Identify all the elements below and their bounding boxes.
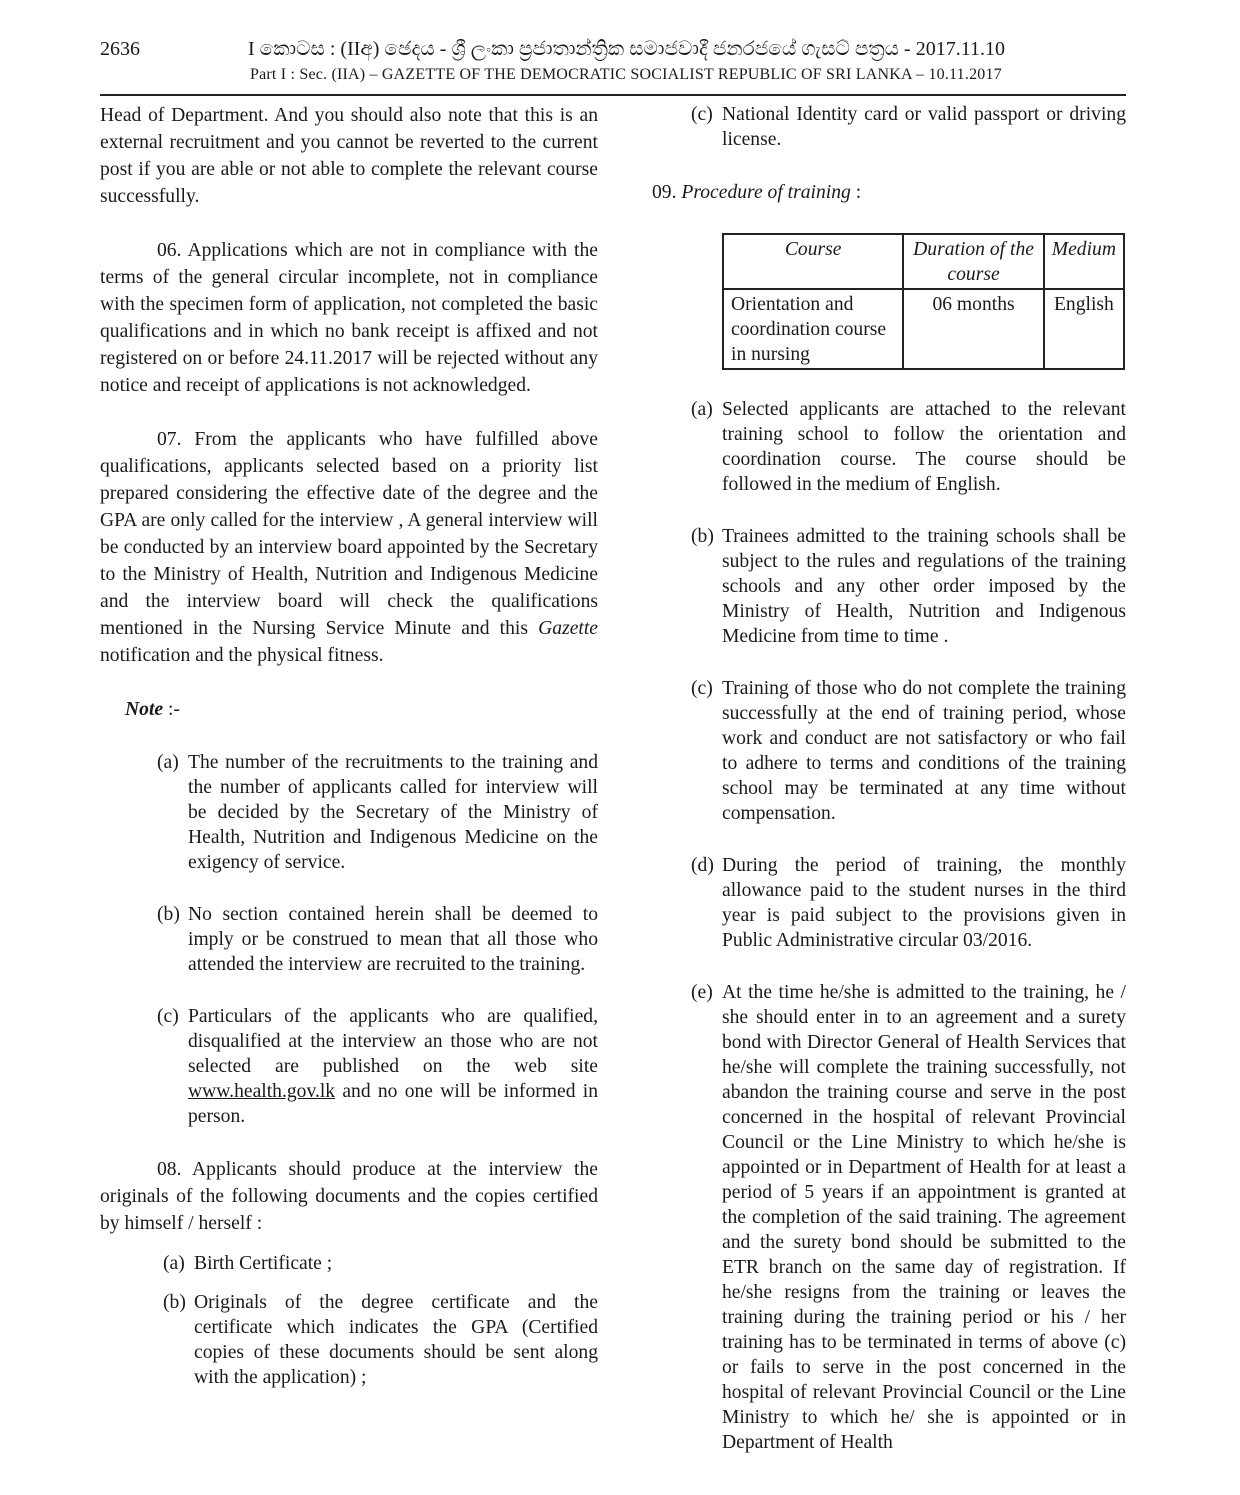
- note-item-text-a: Particulars of the applicants who are qualified, disqualified at the interview an those who are not selected are published on the web site: [188, 1006, 598, 1077]
- note-item-label: (c): [157, 1006, 179, 1027]
- paragraph-08: 08. Applicants should produce at the interview the originals of the following documents and the copies certified by himself / herself :: [100, 1159, 598, 1234]
- table-header-row: [723, 234, 1124, 289]
- paragraph-07-text-b: notification and the physical fitness.: [100, 645, 384, 666]
- document-item-text: National Identity card or valid passport or driving license.: [722, 104, 1126, 150]
- table-header-course: Course: [723, 234, 903, 289]
- right-column: [652, 102, 1126, 1455]
- paragraph-07-gazette: Gazette: [538, 618, 598, 639]
- note-item-text: The number of the recruitments to the training and the number of applicants called for interview will be decided by the Secretary of the Ministry of Health, Nutrition and Indigenous Medicine on the exigency of service.: [188, 752, 598, 873]
- document-item-label: (b): [163, 1292, 186, 1313]
- document-item-b: [163, 1290, 598, 1390]
- paragraph-06: 06. Applications which are not in compliance with the terms of the general circular incomplete, not in compliance with the specimen form of application, not completed the basic qualifications and in which no bank receipt is affixed and not registered on or before 24.11.2017 will be rejected without any notice and receipt of applications is not acknowledged.: [100, 240, 598, 396]
- training-table: [722, 233, 1125, 370]
- paragraph-09-colon: :: [850, 182, 862, 203]
- health-website-link[interactable]: www.health.gov.lk: [188, 1081, 336, 1102]
- training-item-label: (a): [691, 399, 713, 420]
- header-english-title: Part I : Sec. (IIA) – GAZETTE OF THE DEMOCRATIC SOCIALIST REPUBLIC OF SRI LANKA – 10.11.2017: [250, 66, 1002, 83]
- note-item-label: (b): [157, 904, 180, 925]
- note-item-c: [157, 1004, 598, 1129]
- paragraph-09-title: Procedure of training: [681, 182, 851, 203]
- note-item-text: No section contained herein shall be deemed to imply or be construed to mean that all those who attended the interview are recruited to the training.: [188, 904, 598, 975]
- table-cell-course: Orientation and coordination course in nursing: [723, 289, 903, 369]
- training-item-label: (c): [691, 678, 713, 699]
- paragraph-09-number: 09.: [652, 182, 682, 203]
- table-row: [723, 289, 1124, 369]
- training-item-b: [691, 524, 1126, 649]
- left-column: [100, 102, 598, 1390]
- document-item-text: Originals of the degree certificate and the certificate which indicates the GPA (Certified copies of these documents should be sent along with the application) ;: [194, 1292, 598, 1388]
- document-item-a: [163, 1251, 598, 1276]
- note-item-text-b: and no one will be informed in person.: [188, 1081, 598, 1127]
- training-item-label: (e): [691, 982, 713, 1003]
- document-item-text: Birth Certificate ;: [194, 1253, 333, 1274]
- document-item-label: (c): [691, 104, 713, 125]
- note-item-a: [157, 750, 598, 875]
- training-item-label: (d): [691, 855, 714, 876]
- training-item-a: [691, 397, 1126, 497]
- training-item-text: At the time he/she is admitted to the training, he / she should enter in to an agreement and a surety bond with Director General of Health Services that he/she will complete the training successfully, not abandon the training course and serve in the post concerned in the hospital of relevant Provincial Council or the Line Ministry to which he/she is appointed or in Department of Health for at least a period of 5 years if an appointment is granted at the completion of the said training. The agreement and the surety bond should be submitted to the ETR branch on the same day of registration. If he/she resigns from the training or leaves the training during the training period or his / her training has to be terminated in terms of above (c) or fails to serve in the post concerned in the hospital of relevant Provincial Council or the Line Ministry to which he/ she is appointed or in Department of Health: [722, 982, 1126, 1453]
- training-item-e: [691, 980, 1126, 1455]
- training-item-text: During the period of training, the monthly allowance paid to the student nurses in the third year is paid subject to the provisions given in Public Administrative circular 03/2016.: [722, 855, 1126, 951]
- training-item-d: [691, 853, 1126, 953]
- paragraph-07: [100, 426, 598, 669]
- training-item-text: Selected applicants are attached to the relevant training school to follow the orientation and coordination course. The course should be followed in the medium of English.: [722, 399, 1126, 495]
- paragraph-07-text-a: 07. From the applicants who have fulfilled above qualifications, applicants selected based on a priority list prepared considering the effective date of the degree and the GPA are only called for the interview , A general interview will be conducted by an interview board appointed by the Secretary to the Ministry of Health, Nutrition and Indigenous Medicine and the interview board will check the qualifications mentioned in the Nursing Service Minute and this: [100, 429, 598, 639]
- note-label: Note: [125, 699, 164, 720]
- note-list: [100, 750, 598, 1129]
- training-procedure-list: [652, 397, 1126, 1455]
- header-sinhala-title: I කොටස : (IIඅ) ඡෙදය - ශ්‍රී ලංකා ප්‍රජාතාන්ත්‍රික සමාජවාදී ජනරජයේ ගැසට් පත්‍රය - 2017.11.10: [248, 38, 1005, 60]
- training-item-label: (b): [691, 526, 714, 547]
- document-list: [100, 1251, 598, 1390]
- training-item-c: [691, 676, 1126, 826]
- training-item-text: Trainees admitted to the training schools shall be subject to the rules and regulations of the training schools and any other order imposed by the Ministry of Health, Nutrition and Indigenous Medicine from time to time .: [722, 526, 1126, 647]
- header-rule: [100, 94, 1126, 96]
- note-colon: :-: [163, 699, 180, 720]
- document-item-c: [691, 102, 1126, 152]
- training-item-text: Training of those who do not complete the training successfully at the end of training period, whose work and conduct are not satisfactory or who fail to adhere to terms and conditions of the training school may be terminated at any time without compensation.: [722, 678, 1126, 824]
- table-header-duration: Duration of the course: [903, 234, 1043, 289]
- page-number: 2636: [100, 38, 140, 60]
- paragraph-09-heading: [652, 179, 1126, 206]
- table-header-medium: Medium: [1044, 234, 1124, 289]
- note-item-label: (a): [157, 752, 179, 773]
- document-item-label: (a): [163, 1253, 185, 1274]
- training-table-wrap: [652, 233, 1126, 370]
- note-heading: [125, 696, 598, 723]
- intro-paragraph: Head of Department. And you should also note that this is an external recruitment and you cannot be reverted to the current post if you are able or not able to complete the relevant course successfully.: [100, 105, 598, 207]
- table-cell-duration: 06 months: [903, 289, 1043, 369]
- table-cell-medium: English: [1044, 289, 1124, 369]
- note-item-b: [157, 902, 598, 977]
